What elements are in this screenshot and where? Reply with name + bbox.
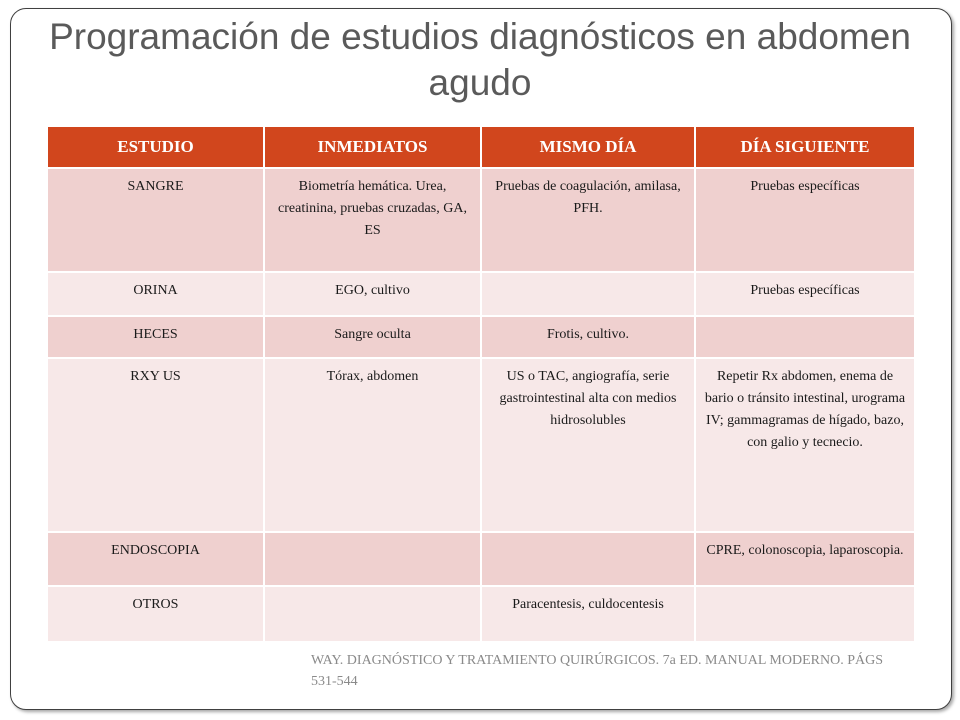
table-cell	[481, 532, 695, 586]
table-cell: Pruebas específicas	[695, 272, 915, 316]
diagnostic-schedule-table	[46, 125, 916, 643]
table-header-row	[47, 126, 915, 168]
table-cell: OTROS	[47, 586, 264, 642]
table-cell	[264, 532, 481, 586]
header-estudio: ESTUDIO	[47, 126, 264, 168]
table-cell: Repetir Rx abdomen, enema de bario o tránsito intestinal, urograma IV; gammagramas de hígado, bazo, con galio y tecnecio.	[695, 358, 915, 532]
table-cell	[264, 586, 481, 642]
table-cell: ORINA	[47, 272, 264, 316]
table-row-orina	[47, 272, 915, 316]
table-row-rx-us	[47, 358, 915, 532]
header-dia-siguiente: DÍA SIGUIENTE	[695, 126, 915, 168]
table-cell	[695, 316, 915, 358]
table-cell: Frotis, cultivo.	[481, 316, 695, 358]
slide-title: Programación de estudios diagnósticos en abdomen agudo	[49, 16, 911, 103]
table-row-otros	[47, 586, 915, 642]
table-cell	[481, 272, 695, 316]
table-cell: Pruebas específicas	[695, 168, 915, 272]
table-cell: US o TAC, angiografía, serie gastrointestinal alta con medios hidrosolubles	[481, 358, 695, 532]
table-cell: HECES	[47, 316, 264, 358]
table-row-sangre	[47, 168, 915, 272]
table-cell: Pruebas de coagulación, amilasa, PFH.	[481, 168, 695, 272]
table-cell: Paracentesis, culdocentesis	[481, 586, 695, 642]
table-cell: RXY US	[47, 358, 264, 532]
table-cell: EGO, cultivo	[264, 272, 481, 316]
table-cell: Sangre oculta	[264, 316, 481, 358]
header-inmediatos: INMEDIATOS	[264, 126, 481, 168]
table-cell: CPRE, colonoscopia, laparoscopia.	[695, 532, 915, 586]
table-row-heces	[47, 316, 915, 358]
header-mismo-dia: MISMO DÍA	[481, 126, 695, 168]
table-cell: SANGRE	[47, 168, 264, 272]
table-cell: Biometría hemática. Urea, creatinina, pruebas cruzadas, GA, ES	[264, 168, 481, 272]
table-row-endoscopia	[47, 532, 915, 586]
table-cell: Tórax, abdomen	[264, 358, 481, 532]
source-citation: WAY. DIAGNÓSTICO Y TRATAMIENTO QUIRÚRGICOS. 7a ED. MANUAL MODERNO. PÁGS 531-544	[311, 653, 883, 689]
table-cell: ENDOSCOPIA	[47, 532, 264, 586]
table-cell	[695, 586, 915, 642]
